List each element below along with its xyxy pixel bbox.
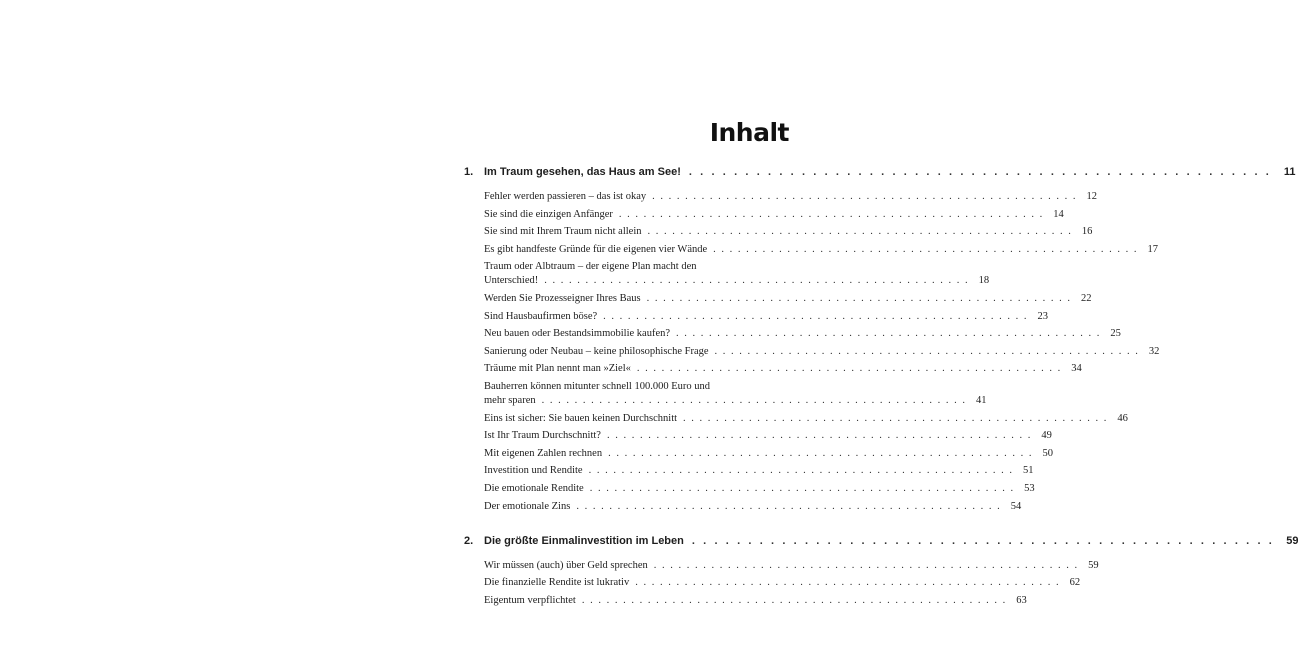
dot-leader: . . . . . . . . . . . . . . . . . . . . . . . . . . . . . . . . . . . . . . . . . . . . . . . . . . . . <box>608 447 1033 459</box>
dot-leader: . . . . . . . . . . . . . . . . . . . . . . . . . . . . . . . . . . . . . . . . . . . . . . . . . . . . <box>688 166 1272 178</box>
chapter-page-number: 11 <box>1283 166 1296 178</box>
toc-entry <box>484 380 987 408</box>
dot-leader: . . . . . . . . . . . . . . . . . . . . . . . . . . . . . . . . . . . . . . . . . . . . . . . . . . . . <box>581 594 1007 606</box>
entry-title: Fehler werden passieren – das ist okay <box>484 191 647 202</box>
entry-row <box>484 362 1082 376</box>
dot-leader: . . . . . . . . . . . . . . . . . . . . . . . . . . . . . . . . . . . . . . . . . . . . . . . . . . . . <box>713 243 1139 255</box>
entry-row <box>484 394 987 408</box>
entry-page-number: 62 <box>1069 577 1081 589</box>
entry-row <box>484 559 1099 573</box>
entry-row <box>484 327 1121 341</box>
entry-title: Eins ist sicher: Sie bauen keinen Durchschnitt <box>484 412 678 424</box>
dot-leader: . . . . . . . . . . . . . . . . . . . . . . . . . . . . . . . . . . . . . . . . . . . . . . . . . . . . <box>603 310 1029 322</box>
entry-page-number: 49 <box>1041 430 1052 442</box>
dot-leader: . . . . . . . . . . . . . . . . . . . . . . . . . . . . . . . . . . . . . . . . . . . . . . . . . . . . <box>676 328 1101 340</box>
toc-entry <box>484 208 1064 222</box>
toc-entry <box>484 225 1093 239</box>
entry-row <box>484 412 1128 426</box>
entry-page-number: 25 <box>1110 328 1121 340</box>
dot-leader: . . . . . . . . . . . . . . . . . . . . . . . . . . . . . . . . . . . . . . . . . . . . . . . . . . . . <box>714 345 1140 357</box>
entry-page-number: 46 <box>1117 412 1128 424</box>
entry-row <box>484 345 1160 359</box>
entry-page-number: 54 <box>1010 500 1022 512</box>
entry-row <box>484 292 1092 306</box>
entry-page-number: 14 <box>1053 208 1064 220</box>
entry-page-number: 18 <box>978 275 990 287</box>
dot-leader: . . . . . . . . . . . . . . . . . . . . . . . . . . . . . . . . . . . . . . . . . . . . . . . . . . . . <box>683 412 1108 424</box>
toc-heading: Inhalt <box>709 118 789 147</box>
entry-page-number: 51 <box>1022 465 1034 477</box>
chapter-heading <box>461 534 1298 552</box>
toc-entry <box>484 260 990 288</box>
entry-title: Eigentum verpflichtet <box>484 594 576 606</box>
entry-page-number: 23 <box>1037 310 1049 322</box>
entry-row <box>484 576 1081 590</box>
entry-page-number: 53 <box>1024 482 1035 494</box>
chapter-number: 1. <box>464 166 474 178</box>
dot-leader: . . . . . . . . . . . . . . . . . . . . . . . . . . . . . . . . . . . . . . . . . . . . . . . . . . . . <box>606 430 1032 442</box>
entry-title: Werden Sie Prozesseigner Ihres Baus <box>484 292 641 304</box>
dot-leader: . . . . . . . . . . . . . . . . . . . . . . . . . . . . . . . . . . . . . . . . . . . . . . . . . . . . <box>647 226 1073 238</box>
dot-leader: . . . . . . . . . . . . . . . . . . . . . . . . . . . . . . . . . . . . . . . . . . . . . . . . . . . . <box>646 292 1072 304</box>
entry-title: Wir müssen (auch) über Geld sprechen <box>484 559 648 571</box>
toc-entry <box>484 243 1159 257</box>
chapter-title: Die größte Einmalinvestition im Leben <box>484 534 684 547</box>
chapter-title-row <box>484 534 1298 547</box>
toc-entry <box>484 190 1097 204</box>
dot-leader: . . . . . . . . . . . . . . . . . . . . . . . . . . . . . . . . . . . . . . . . . . . . . . . . . . . . <box>541 394 967 406</box>
toc-entry <box>484 362 1082 376</box>
dot-leader: . . . . . . . . . . . . . . . . . . . . . . . . . . . . . . . . . . . . . . . . . . . . . . . . . . . . <box>691 534 1275 547</box>
entry-title: Sind Hausbaufirmen böse? <box>484 310 598 322</box>
chapter-page-number: 59 <box>1286 534 1298 547</box>
entry-row <box>484 190 1097 204</box>
dot-leader: . . . . . . . . . . . . . . . . . . . . . . . . . . . . . . . . . . . . . . . . . . . . . . . . . . . . <box>653 559 1079 571</box>
entry-title: Es gibt handfeste Gründe für die eigenen vier Wände <box>484 243 708 255</box>
entry-row <box>484 500 1022 514</box>
entry-row <box>484 208 1064 222</box>
entry-row <box>484 310 1049 324</box>
dot-leader: . . . . . . . . . . . . . . . . . . . . . . . . . . . . . . . . . . . . . . . . . . . . . . . . . . . . <box>636 363 1062 375</box>
entry-page-number: 59 <box>1088 559 1099 571</box>
entry-title: Ist Ihr Traum Durchschnitt? <box>484 430 601 442</box>
toc-entry <box>484 594 1027 608</box>
entry-title: Mit eigenen Zahlen rechnen <box>484 447 603 459</box>
entry-row <box>484 274 990 288</box>
dot-leader: . . . . . . . . . . . . . . . . . . . . . . . . . . . . . . . . . . . . . . . . . . . . . . . . . . . . <box>652 191 1077 202</box>
entry-page-number: 16 <box>1081 226 1093 238</box>
entry-title-line: Bauherren können mitunter schnell 100.000 Euro und <box>484 380 710 392</box>
entry-title: Sanierung oder Neubau – keine philosophische Frage <box>484 345 709 357</box>
dot-leader: . . . . . . . . . . . . . . . . . . . . . . . . . . . . . . . . . . . . . . . . . . . . . . . . . . . . <box>544 275 970 287</box>
entry-title: Träume mit Plan nennt man »Ziel« <box>484 363 631 375</box>
toc-entry <box>484 292 1092 306</box>
dot-leader: . . . . . . . . . . . . . . . . . . . . . . . . . . . . . . . . . . . . . . . . . . . . . . . . . . . . <box>589 482 1015 494</box>
toc-entry <box>484 429 1052 443</box>
entry-title: Unterschied! <box>484 275 539 287</box>
entry-title: Der emotionale Zins <box>484 500 571 512</box>
entry-page-number: 22 <box>1080 292 1092 304</box>
entry-title: Die finanzielle Rendite ist lukrativ <box>484 577 630 589</box>
toc-entry <box>484 345 1160 359</box>
entry-row <box>484 482 1035 496</box>
entry-page-number: 32 <box>1148 345 1160 357</box>
dot-leader: . . . . . . . . . . . . . . . . . . . . . . . . . . . . . . . . . . . . . . . . . . . . . . . . . . . . <box>588 465 1014 477</box>
entry-title: Sie sind mit Ihrem Traum nicht allein <box>484 226 642 238</box>
entry-page-number: 63 <box>1016 594 1027 606</box>
entry-title: Die emotionale Rendite <box>484 482 584 494</box>
entry-row <box>484 243 1159 257</box>
toc-entry <box>484 412 1128 426</box>
toc-entry <box>484 310 1049 324</box>
entry-title-line: Traum oder Albtraum – der eigene Plan macht den <box>484 261 697 273</box>
table-of-contents <box>461 166 1298 611</box>
entry-row <box>484 594 1027 608</box>
toc-entry <box>484 464 1034 478</box>
toc-entry <box>484 500 1022 514</box>
entry-title: Neu bauen oder Bestandsimmobilie kaufen? <box>484 328 671 340</box>
chapter-number: 2. <box>464 534 474 547</box>
entry-page-number: 41 <box>975 394 987 406</box>
entry-page-number: 50 <box>1042 447 1053 459</box>
entry-title: mehr sparen <box>484 394 536 406</box>
chapter-title-row <box>484 166 1296 178</box>
dot-leader: . . . . . . . . . . . . . . . . . . . . . . . . . . . . . . . . . . . . . . . . . . . . . . . . . . . . <box>576 500 1002 512</box>
entry-row <box>484 464 1034 478</box>
entry-title: Sie sind die einzigen Anfänger <box>484 208 613 220</box>
toc-entry <box>484 559 1099 573</box>
chapter-title: Im Traum gesehen, das Haus am See! <box>484 166 681 178</box>
entry-row <box>484 429 1052 443</box>
dot-leader: . . . . . . . . . . . . . . . . . . . . . . . . . . . . . . . . . . . . . . . . . . . . . . . . . . . . <box>635 577 1061 589</box>
entry-page-number: 12 <box>1086 191 1097 202</box>
entry-title: Investition und Rendite <box>484 465 583 477</box>
entry-row <box>484 225 1093 239</box>
toc-entry <box>484 447 1053 461</box>
toc-entry <box>484 576 1081 590</box>
toc-entry <box>484 482 1035 496</box>
dot-leader: . . . . . . . . . . . . . . . . . . . . . . . . . . . . . . . . . . . . . . . . . . . . . . . . . . . . <box>618 208 1044 220</box>
entry-row <box>484 447 1053 461</box>
toc-entry <box>484 327 1121 341</box>
entry-page-number: 17 <box>1147 243 1159 255</box>
entry-page-number: 34 <box>1071 363 1082 375</box>
chapter-heading <box>461 166 1296 183</box>
